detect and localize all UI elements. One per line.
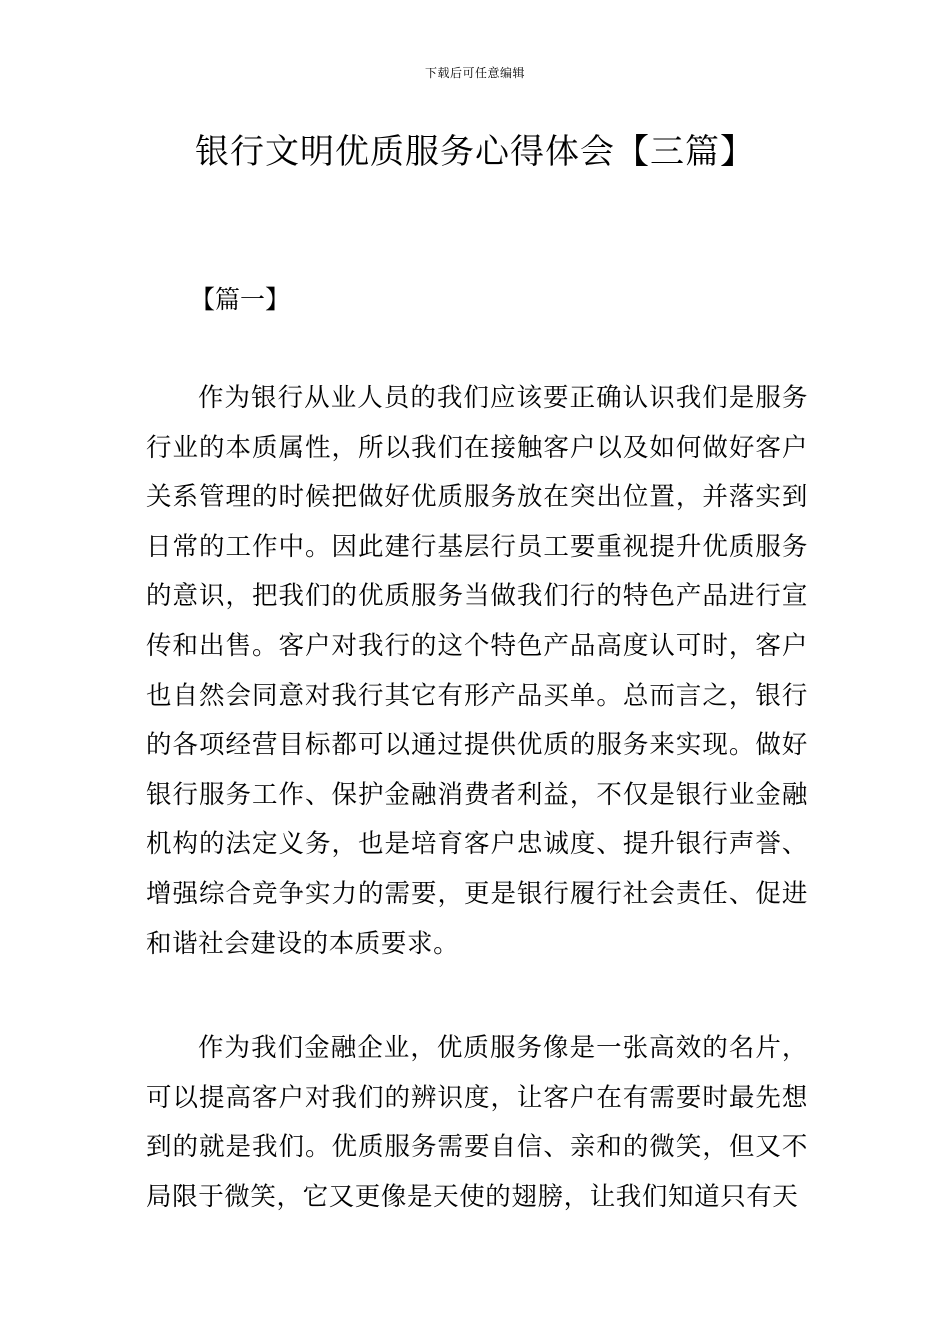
- paragraph-1: 作为银行从业人员的我们应该要正确认识我们是服务行业的本质属性，所以我们在接触客户以及如何做好客户关系管理的时候把做好优质服务放在突出位置，并落实到日常的工作中。因此建行基层行员工要重视提升优质服务的意识，把我们的优质服务当做我们行的特色产品进行宣传和出售。客户对我行的这个特色产品高度认可时，客户也自然会同意对我行其它有形产品买单。总而言之，银行的各项经营目标都可以通过提供优质的服务来实现。做好银行服务工作、保护金融消费者利益，不仅是银行业金融机构的法定义务，也是培育客户忠诚度、提升银行声誉、增强综合竞争实力的需要，更是银行履行社会责任、促进和谐社会建设的本质要求。: [146, 383, 808, 959]
- document-title: 银行文明优质服务心得体会【三篇】: [195, 132, 755, 172]
- header-note: 下载后可任意编辑: [424, 66, 525, 80]
- paragraph-2: 作为我们金融企业，优质服务像是一张高效的名片，可以提高客户对我们的辨识度，让客户在有需要时最先想到的就是我们。优质服务需要自信、亲和的微笑，但又不局限于微笑，它又更像是天使的翅膀，让我们知道只有天: [146, 1033, 808, 1212]
- section-label: 【篇一】: [190, 285, 291, 314]
